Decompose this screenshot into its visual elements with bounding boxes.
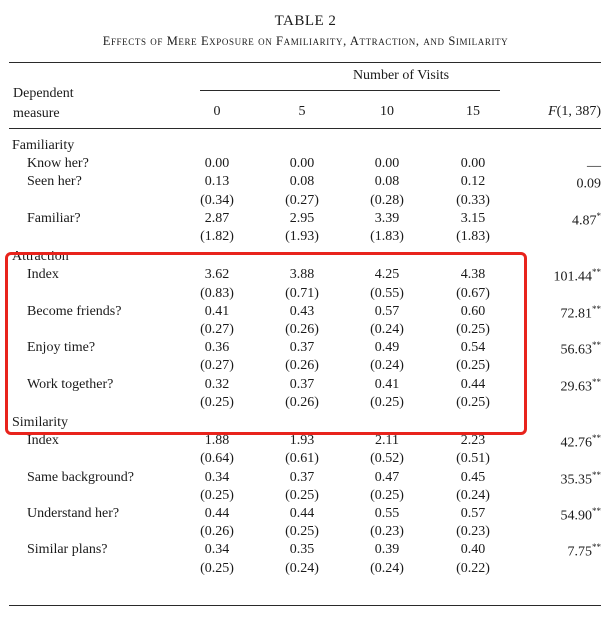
mean-cell: 0.00 bbox=[289, 156, 315, 172]
significance-marker: ** bbox=[592, 267, 601, 278]
sd-cell: (0.61) bbox=[285, 451, 319, 467]
sd-cell: (0.26) bbox=[285, 358, 319, 374]
row-label: Same background? bbox=[27, 469, 134, 485]
mean-cell: 4.25 bbox=[374, 267, 400, 283]
table-row bbox=[0, 542, 611, 561]
mean-cell: 0.44 bbox=[289, 506, 315, 521]
sd-cell: (1.83) bbox=[370, 229, 404, 244]
mean-cell: 4.38 bbox=[460, 267, 486, 283]
mean-cell: 0.41 bbox=[204, 303, 230, 319]
table-row bbox=[0, 506, 611, 525]
f-value: 54.90 bbox=[560, 508, 592, 524]
sd-cell: (0.83) bbox=[200, 285, 234, 301]
mean-cell: 0.57 bbox=[374, 303, 400, 319]
sd-cell: (0.25) bbox=[285, 524, 319, 540]
sd-cell: (0.33) bbox=[456, 192, 490, 208]
section-label: Attraction bbox=[12, 249, 69, 265]
f-header-rest: (1, 387) bbox=[556, 104, 601, 119]
significance-marker: ** bbox=[592, 433, 601, 444]
f-value: 7.75 bbox=[567, 545, 592, 561]
sd-cell: (1.82) bbox=[200, 229, 234, 244]
mean-cell: 0.34 bbox=[204, 469, 230, 485]
mean-cell: 0.60 bbox=[460, 303, 486, 319]
stub-header-line1: Dependent bbox=[13, 86, 74, 101]
sd-cell: (0.25) bbox=[456, 322, 490, 337]
f-value: 101.44 bbox=[553, 270, 592, 286]
f-statistic-cell bbox=[577, 174, 602, 193]
f-value: 0.09 bbox=[576, 177, 601, 193]
sd-cell: (0.24) bbox=[370, 560, 404, 576]
mean-cell: 0.00 bbox=[204, 156, 230, 172]
f-value: 56.63 bbox=[560, 342, 592, 358]
sd-cell: (0.71) bbox=[285, 285, 319, 301]
sd-row bbox=[0, 451, 611, 470]
sd-cell: (0.25) bbox=[200, 487, 234, 503]
sd-cell: (0.26) bbox=[200, 524, 234, 540]
f-statistic-cell bbox=[561, 340, 602, 359]
f-statistic-cell bbox=[554, 267, 602, 286]
column-header-10: 10 bbox=[380, 104, 394, 119]
sd-cell: (0.25) bbox=[370, 487, 404, 503]
group-header-rule bbox=[200, 90, 500, 91]
significance-marker: ** bbox=[592, 303, 601, 314]
column-header-0: 0 bbox=[213, 104, 221, 119]
table-title: TABLE 2 bbox=[274, 13, 337, 29]
sd-cell: (0.27) bbox=[200, 322, 234, 337]
attraction-highlight-box bbox=[5, 252, 527, 435]
row-label: Work together? bbox=[27, 376, 114, 392]
mean-cell: 0.37 bbox=[289, 376, 315, 392]
significance-marker: ** bbox=[592, 506, 601, 516]
f-value: — bbox=[587, 158, 601, 174]
significance-marker: ** bbox=[592, 340, 601, 351]
mean-cell: 2.11 bbox=[375, 433, 399, 449]
sd-cell: (0.34) bbox=[200, 192, 234, 208]
mean-cell: 2.23 bbox=[460, 433, 486, 449]
mean-cell: 0.35 bbox=[289, 542, 315, 558]
bottom-rule bbox=[9, 605, 601, 606]
mean-cell: 0.43 bbox=[289, 303, 315, 319]
f-value: 4.87 bbox=[572, 213, 597, 229]
sd-cell: (0.23) bbox=[370, 524, 404, 540]
sd-cell: (0.26) bbox=[285, 394, 319, 410]
section-label: Familiarity bbox=[12, 138, 75, 153]
row-label: Know her? bbox=[27, 156, 89, 172]
mean-cell: 0.40 bbox=[460, 542, 486, 558]
f-value: 35.35 bbox=[560, 472, 592, 488]
sd-cell: (0.25) bbox=[370, 394, 404, 410]
significance-marker: ** bbox=[592, 376, 601, 387]
sd-cell: (0.23) bbox=[456, 524, 490, 540]
significance-marker: ** bbox=[592, 542, 601, 553]
mean-cell: 0.12 bbox=[460, 174, 486, 190]
sd-row bbox=[0, 561, 611, 580]
sd-cell: (0.28) bbox=[370, 192, 404, 208]
mean-cell: 0.54 bbox=[460, 340, 486, 356]
sd-cell: (0.25) bbox=[456, 358, 490, 374]
row-label: Seen her? bbox=[27, 174, 82, 190]
header-bottom-rule bbox=[9, 128, 601, 129]
sd-cell: (0.64) bbox=[200, 451, 234, 467]
f-statistic-cell bbox=[568, 542, 602, 561]
mean-cell: 0.34 bbox=[204, 542, 230, 558]
sd-cell: (1.93) bbox=[285, 229, 319, 244]
mean-cell: 0.49 bbox=[374, 340, 400, 356]
sd-cell: (0.24) bbox=[285, 560, 319, 576]
sd-cell: (0.22) bbox=[456, 560, 490, 576]
sd-row bbox=[0, 229, 611, 248]
row-label: Index bbox=[27, 267, 59, 283]
mean-cell: 0.39 bbox=[374, 542, 400, 558]
sd-cell: (0.26) bbox=[285, 322, 319, 337]
table-subtitle: Effects of Mere Exposure on Familiarity, Attraction, and Similarity bbox=[102, 34, 509, 48]
mean-cell: 2.95 bbox=[289, 210, 315, 226]
table-row bbox=[0, 174, 611, 193]
f-value: 29.63 bbox=[560, 379, 592, 395]
mean-cell: 0.00 bbox=[374, 156, 400, 172]
mean-cell: 0.32 bbox=[204, 376, 230, 392]
f-statistic-cell bbox=[561, 433, 602, 452]
top-rule bbox=[9, 62, 601, 63]
row-label: Familiar? bbox=[27, 210, 81, 226]
f-statistic-cell bbox=[572, 211, 601, 230]
sd-cell: (0.51) bbox=[456, 451, 490, 467]
mean-cell: 0.45 bbox=[460, 469, 486, 485]
mean-cell: 3.15 bbox=[460, 210, 486, 226]
sd-cell: (0.67) bbox=[456, 285, 490, 301]
sd-cell: (0.27) bbox=[285, 192, 319, 208]
significance-marker: ** bbox=[592, 469, 601, 480]
mean-cell: 0.41 bbox=[374, 376, 400, 392]
row-label: Index bbox=[27, 433, 59, 449]
mean-cell: 0.55 bbox=[374, 506, 400, 521]
mean-cell: 1.88 bbox=[204, 433, 230, 449]
sd-cell: (1.83) bbox=[456, 229, 490, 244]
f-statistic-cell bbox=[587, 156, 601, 175]
mean-cell: 0.44 bbox=[204, 506, 230, 521]
mean-cell: 3.88 bbox=[289, 267, 315, 283]
sd-row bbox=[0, 193, 611, 212]
mean-cell: 3.39 bbox=[374, 210, 400, 226]
mean-cell: 0.08 bbox=[289, 174, 315, 190]
row-label: Similar plans? bbox=[27, 542, 108, 558]
sd-cell: (0.24) bbox=[370, 322, 404, 337]
mean-cell: 2.87 bbox=[204, 210, 230, 226]
f-statistic-cell bbox=[561, 506, 602, 525]
f-value: 42.76 bbox=[560, 435, 592, 451]
sd-cell: (0.25) bbox=[200, 560, 234, 576]
sd-cell: (0.55) bbox=[370, 285, 404, 301]
row-label: Become friends? bbox=[27, 303, 122, 319]
sd-cell: (0.24) bbox=[456, 487, 490, 503]
sd-cell: (0.52) bbox=[370, 451, 404, 467]
f-statistic-cell bbox=[561, 304, 602, 323]
sd-row bbox=[0, 524, 611, 543]
table-row bbox=[0, 433, 611, 452]
mean-cell: 0.36 bbox=[204, 340, 230, 356]
sd-cell: (0.25) bbox=[285, 487, 319, 503]
mean-cell: 3.62 bbox=[204, 267, 230, 283]
mean-cell: 0.44 bbox=[460, 376, 486, 392]
mean-cell: 0.08 bbox=[374, 174, 400, 190]
mean-cell: 0.13 bbox=[204, 174, 230, 190]
mean-cell: 1.93 bbox=[289, 433, 315, 449]
f-header-italic: F bbox=[548, 104, 557, 119]
mean-cell: 0.00 bbox=[460, 156, 486, 172]
f-value: 72.81 bbox=[560, 306, 592, 322]
sd-cell: (0.24) bbox=[370, 358, 404, 374]
sd-cell: (0.25) bbox=[200, 394, 234, 410]
mean-cell: 0.37 bbox=[289, 469, 315, 485]
section-row bbox=[0, 138, 611, 157]
column-header-5: 5 bbox=[298, 104, 306, 119]
column-header-15: 15 bbox=[466, 104, 480, 119]
table-row bbox=[0, 470, 611, 489]
sd-cell: (0.25) bbox=[456, 394, 490, 410]
sd-cell: (0.27) bbox=[200, 358, 234, 374]
group-header: Number of Visits bbox=[352, 68, 450, 83]
significance-marker: * bbox=[596, 210, 601, 221]
row-label: Enjoy time? bbox=[27, 340, 96, 356]
mean-cell: 0.37 bbox=[289, 340, 315, 356]
table-row bbox=[0, 211, 611, 230]
f-statistic-cell bbox=[561, 470, 602, 489]
table-row bbox=[0, 156, 611, 175]
mean-cell: 0.47 bbox=[374, 469, 400, 485]
f-statistic-cell bbox=[561, 377, 602, 396]
section-label: Similarity bbox=[12, 415, 68, 430]
f-statistic-header bbox=[548, 104, 601, 120]
mean-cell: 0.57 bbox=[460, 506, 486, 521]
row-label: Understand her? bbox=[27, 506, 120, 521]
sd-row bbox=[0, 488, 611, 507]
stub-header-line2: measure bbox=[13, 106, 60, 121]
